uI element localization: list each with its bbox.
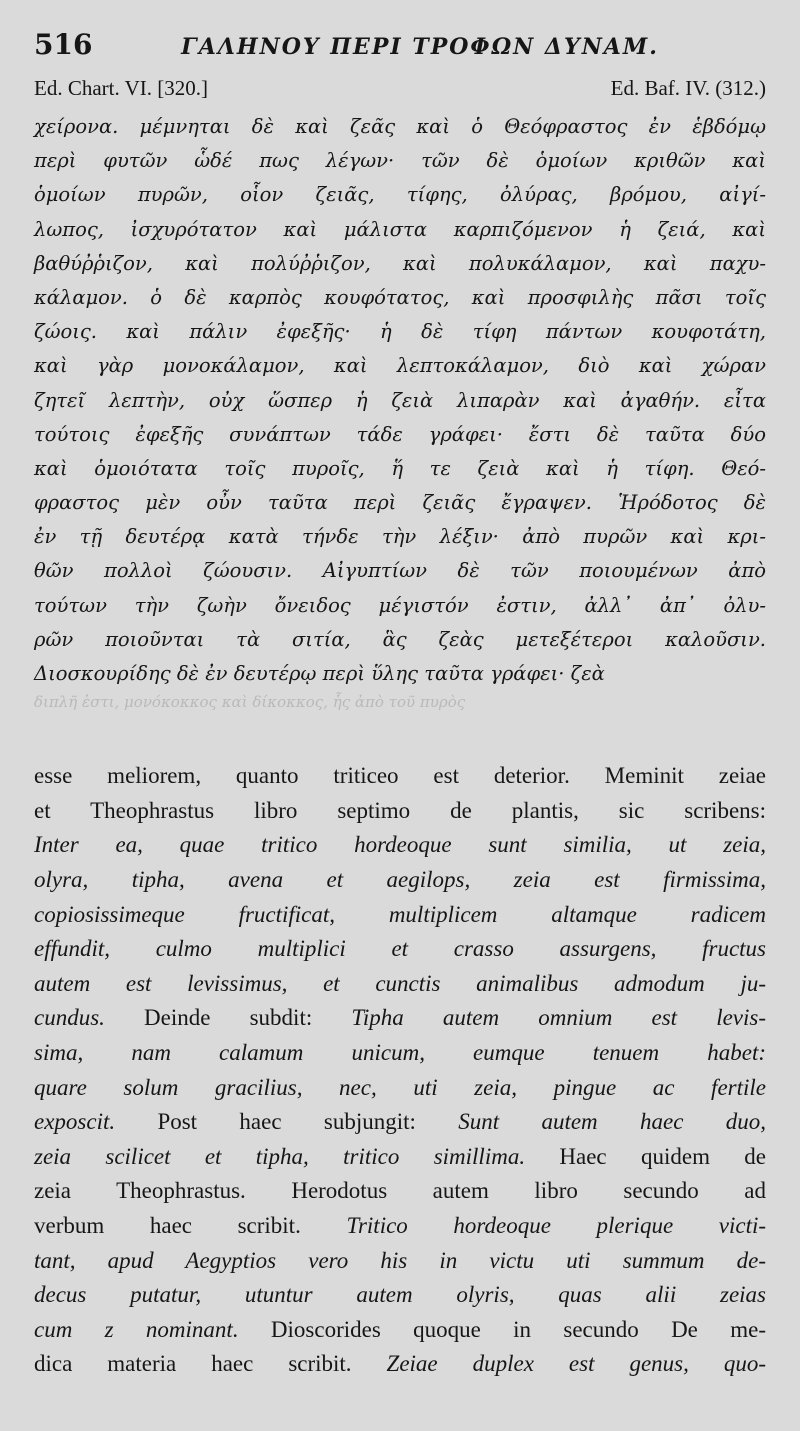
latin-text-line: [34, 1174, 766, 1209]
italic-segment: tant, apud Aegyptios vero his in victu uti summum de-: [34, 1247, 766, 1273]
latin-text-line: [34, 932, 766, 967]
page-header: [34, 28, 766, 76]
latin-text-line: [34, 967, 766, 1002]
italic-segment: autem est levissimus, et cunctis animalibus admodum ju-: [34, 970, 766, 996]
greek-text-line: ζητεῖ λεπτὴν, οὐχ ὥσπερ ἡ ζειὰ λιπαρὰν καὶ ἀγαθήν. εἶτα: [34, 388, 766, 412]
italic-segment: quare solum gracilius, nec, uti zeia, pingue ac fertile: [34, 1074, 766, 1100]
roman-segment: Post haec subjungit:: [115, 1109, 459, 1135]
greek-text-line: ὁμοίων πυρῶν, οἷον ζειᾶς, τίφης, ὀλύρας, βρόμου, αἰγί-: [34, 183, 766, 207]
greek-text-line: καὶ γὰρ μονοκάλαμον, καὶ λεπτοκάλαμον, διὸ καὶ χώραν: [34, 354, 766, 378]
latin-text-line: [34, 1347, 766, 1382]
greek-text-line: περὶ φυτῶν ὧδέ πως λέγων· τῶν δὲ ὁμοίων κριθῶν καὶ: [34, 149, 766, 173]
running-title: ΓΑΛΗΝΟΥ ΠΕΡΙ ΤΡΟΦΩΝ ΔΥΝΑΜ.: [181, 34, 659, 60]
latin-text-block: [34, 759, 766, 1382]
edition-left: Ed. Chart. VI. [320.]: [34, 76, 208, 100]
greek-text-line: Διοσκουρίδης δὲ ἐν δευτέρῳ περὶ ὕλης ταῦτα γράφει· ζεὰ: [34, 662, 605, 685]
latin-text-line: [34, 1313, 766, 1348]
greek-text-line: τούτων τὴν ζωὴν ὄνειδος μέγιστόν ἐστιν, ἀλλ᾿ ἀπ᾿ ὀλυ-: [34, 593, 766, 617]
italic-segment: Sunt autem haec duo,: [458, 1109, 766, 1135]
greek-text-line: βαθύῤῥιζον, καὶ πολύῤῥιζον, καὶ πολυκάλαμον, καὶ παχυ-: [34, 251, 766, 275]
italic-segment: zeia scilicet et tipha, tritico simillima.: [34, 1143, 526, 1169]
italic-segment: Inter ea, quae tritico hordeoque sunt similia, ut zeia,: [34, 832, 766, 858]
latin-text-line: [34, 1278, 766, 1313]
italic-segment: olyra, tipha, avena et aegilops, zeia est firmissima,: [34, 866, 766, 892]
latin-text-line: [34, 1071, 766, 1106]
faded-bleed-through-line: διπλῆ ἐστι, μονόκοκκος καὶ δίκοκκος, ἧς ἀπὸ τοῦ πυρὸς: [34, 693, 466, 712]
italic-segment: decus putatur, utuntur autem olyris, quas alii zeias: [34, 1282, 766, 1308]
latin-text-line: [34, 794, 766, 829]
roman-segment: Dioscorides quoque in secundo De me-: [238, 1316, 766, 1342]
latin-text-line: [34, 1036, 766, 1071]
greek-text-line: ζώοις. καὶ πάλιν ἐφεξῆς· ἡ δὲ τίφη πάντων κουφοτάτη,: [34, 320, 766, 344]
roman-segment: esse meliorem, quanto triticeo est deterior. Meminit zeiae: [34, 763, 766, 789]
greek-text-line: κάλαμον. ὁ δὲ καρπὸς κουφότατος, καὶ προσφιλὴς πᾶσι τοῖς: [34, 285, 766, 309]
latin-text-line: [34, 1140, 766, 1175]
greek-text-line: τούτοις ἐφεξῆς συνάπτων τάδε γράφει· ἔστι δὲ ταῦτα δύο: [34, 422, 766, 446]
latin-text-line: [34, 1001, 766, 1036]
greek-text-line: θῶν πολλοὶ ζώουσιν. Αἰγυπτίων δὲ τῶν ποιουμένων ἀπὸ: [34, 559, 766, 583]
page-number: 516: [34, 28, 93, 61]
roman-segment: dica materia haec scribit.: [34, 1351, 387, 1377]
greek-text-line: ρῶν ποιοῦνται τὰ σιτία, ἃς ζεὰς μετεξέτεροι καλοῦσιν.: [34, 627, 766, 651]
greek-text-block: [34, 110, 766, 691]
roman-segment: zeia Theophrastus. Herodotus autem libro secundo ad: [34, 1178, 766, 1204]
greek-text-line: λωπος, ἰσχυρότατον καὶ μάλιστα καρπιζόμενον ἡ ζειά, καὶ: [34, 217, 766, 241]
latin-text-line: [34, 898, 766, 933]
roman-segment: verbum haec scribit.: [34, 1212, 347, 1238]
latin-text-line: [34, 1209, 766, 1244]
italic-segment: cundus.: [34, 1005, 105, 1031]
italic-segment: Tritico hordeoque plerique victi-: [346, 1212, 767, 1238]
edition-references: [34, 76, 766, 106]
latin-text-line: [34, 1244, 766, 1279]
roman-segment: Haec quidem de: [525, 1143, 767, 1169]
italic-segment: effundit, culmo multiplici et crasso assurgens, fructus: [34, 936, 766, 962]
roman-segment: et Theophrastus libro septimo de plantis, sic scribens:: [34, 797, 766, 823]
latin-text-line: [34, 1105, 766, 1140]
italic-segment: sima, nam calamum unicum, eumque tenuem habet:: [34, 1039, 766, 1065]
greek-text-line: καὶ ὁμοιότατα τοῖς πυροῖς, ἥ τε ζειὰ καὶ ἡ τίφη. Θεό-: [34, 456, 766, 480]
latin-text-line: [34, 828, 766, 863]
italic-segment: cum z nominant.: [34, 1316, 239, 1342]
greek-text-line: ἐν τῇ δευτέρᾳ κατὰ τήνδε τὴν λέξιν· ἀπὸ πυρῶν καὶ κρι-: [34, 525, 766, 549]
latin-text-line: [34, 863, 766, 898]
italic-segment: copiosissimeque fructificat, multiplicem altamque radicem: [34, 901, 766, 927]
roman-segment: Deinde subdit:: [104, 1005, 352, 1031]
italic-segment: Tipha autem omnium est levis-: [351, 1005, 766, 1031]
greek-text-line: φραστος μὲν οὖν ταῦτα περὶ ζειᾶς ἔγραψεν. Ἡρόδοτος δὲ: [34, 491, 766, 515]
greek-text-line: χείρονα. μέμνηται δὲ καὶ ζεᾶς καὶ ὁ Θεόφραστος ἐν ἑβδόμῳ: [34, 115, 766, 138]
italic-segment: exposcit.: [34, 1109, 116, 1135]
edition-right: Ed. Baf. IV. (312.): [610, 76, 766, 100]
latin-text-line: [34, 759, 766, 794]
italic-segment: Zeiae duplex est genus, quo-: [386, 1351, 766, 1377]
